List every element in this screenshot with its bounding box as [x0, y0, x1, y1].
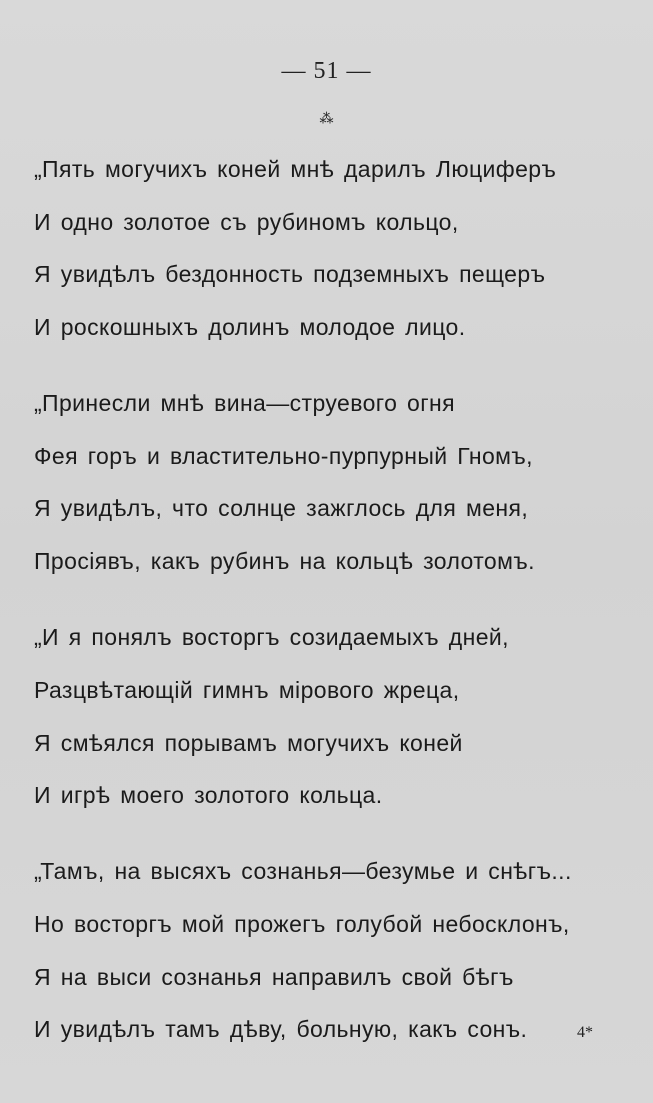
poem-line: Просіявъ, какъ рубинъ на кольцѣ золотомъ.	[34, 548, 535, 575]
stanza-2	[34, 390, 634, 574]
poem-line: „Пять могучихъ коней мнѣ дарилъ Люциферъ	[34, 156, 557, 182]
poem-line: Я на выси сознанья направилъ свой бѣгъ	[34, 963, 514, 990]
page-number: — 51 —	[281, 58, 372, 84]
poem-line: Но восторгъ мой прожегъ голубой небосклонъ,	[34, 910, 570, 937]
poem-line: Разцвѣтающій гимнъ мірового жреца,	[34, 676, 460, 703]
poem-line: И роскошныхъ долинъ молодое лицо.	[34, 314, 466, 341]
asterism-ornament: ⁂	[319, 111, 334, 127]
poem-line: „И я понялъ восторгъ созидаемыхъ дней,	[34, 624, 509, 651]
poem-line: Фея горъ и властительно-пурпурный Гномъ,	[34, 442, 533, 469]
signature-mark: 4*	[577, 1024, 593, 1041]
poem-line: „Принесли мнѣ вина—струевого огня	[34, 390, 455, 417]
poem-line: Я увидѣлъ бездонность подземныхъ пещеръ	[34, 261, 546, 288]
poem-line: „Тамъ, на высяхъ сознанья—безумье и снѣгъ...	[34, 858, 572, 885]
poem-line: И игрѣ моего золотого кольца.	[34, 782, 383, 809]
poem	[34, 156, 634, 1092]
poem-line: Я смѣялся порывамъ могучихъ коней	[34, 729, 463, 756]
poem-line: И увидѣлъ тамъ дѣву, больную, какъ сонъ.	[34, 1016, 528, 1043]
stanza-3	[34, 624, 634, 808]
stanza-1	[34, 156, 634, 340]
poem-line: И одно золотое съ рубиномъ кольцо,	[34, 208, 459, 235]
poem-line: Я увидѣлъ, что солнце зажглось для меня,	[34, 495, 529, 522]
stanza-4	[34, 858, 634, 1042]
